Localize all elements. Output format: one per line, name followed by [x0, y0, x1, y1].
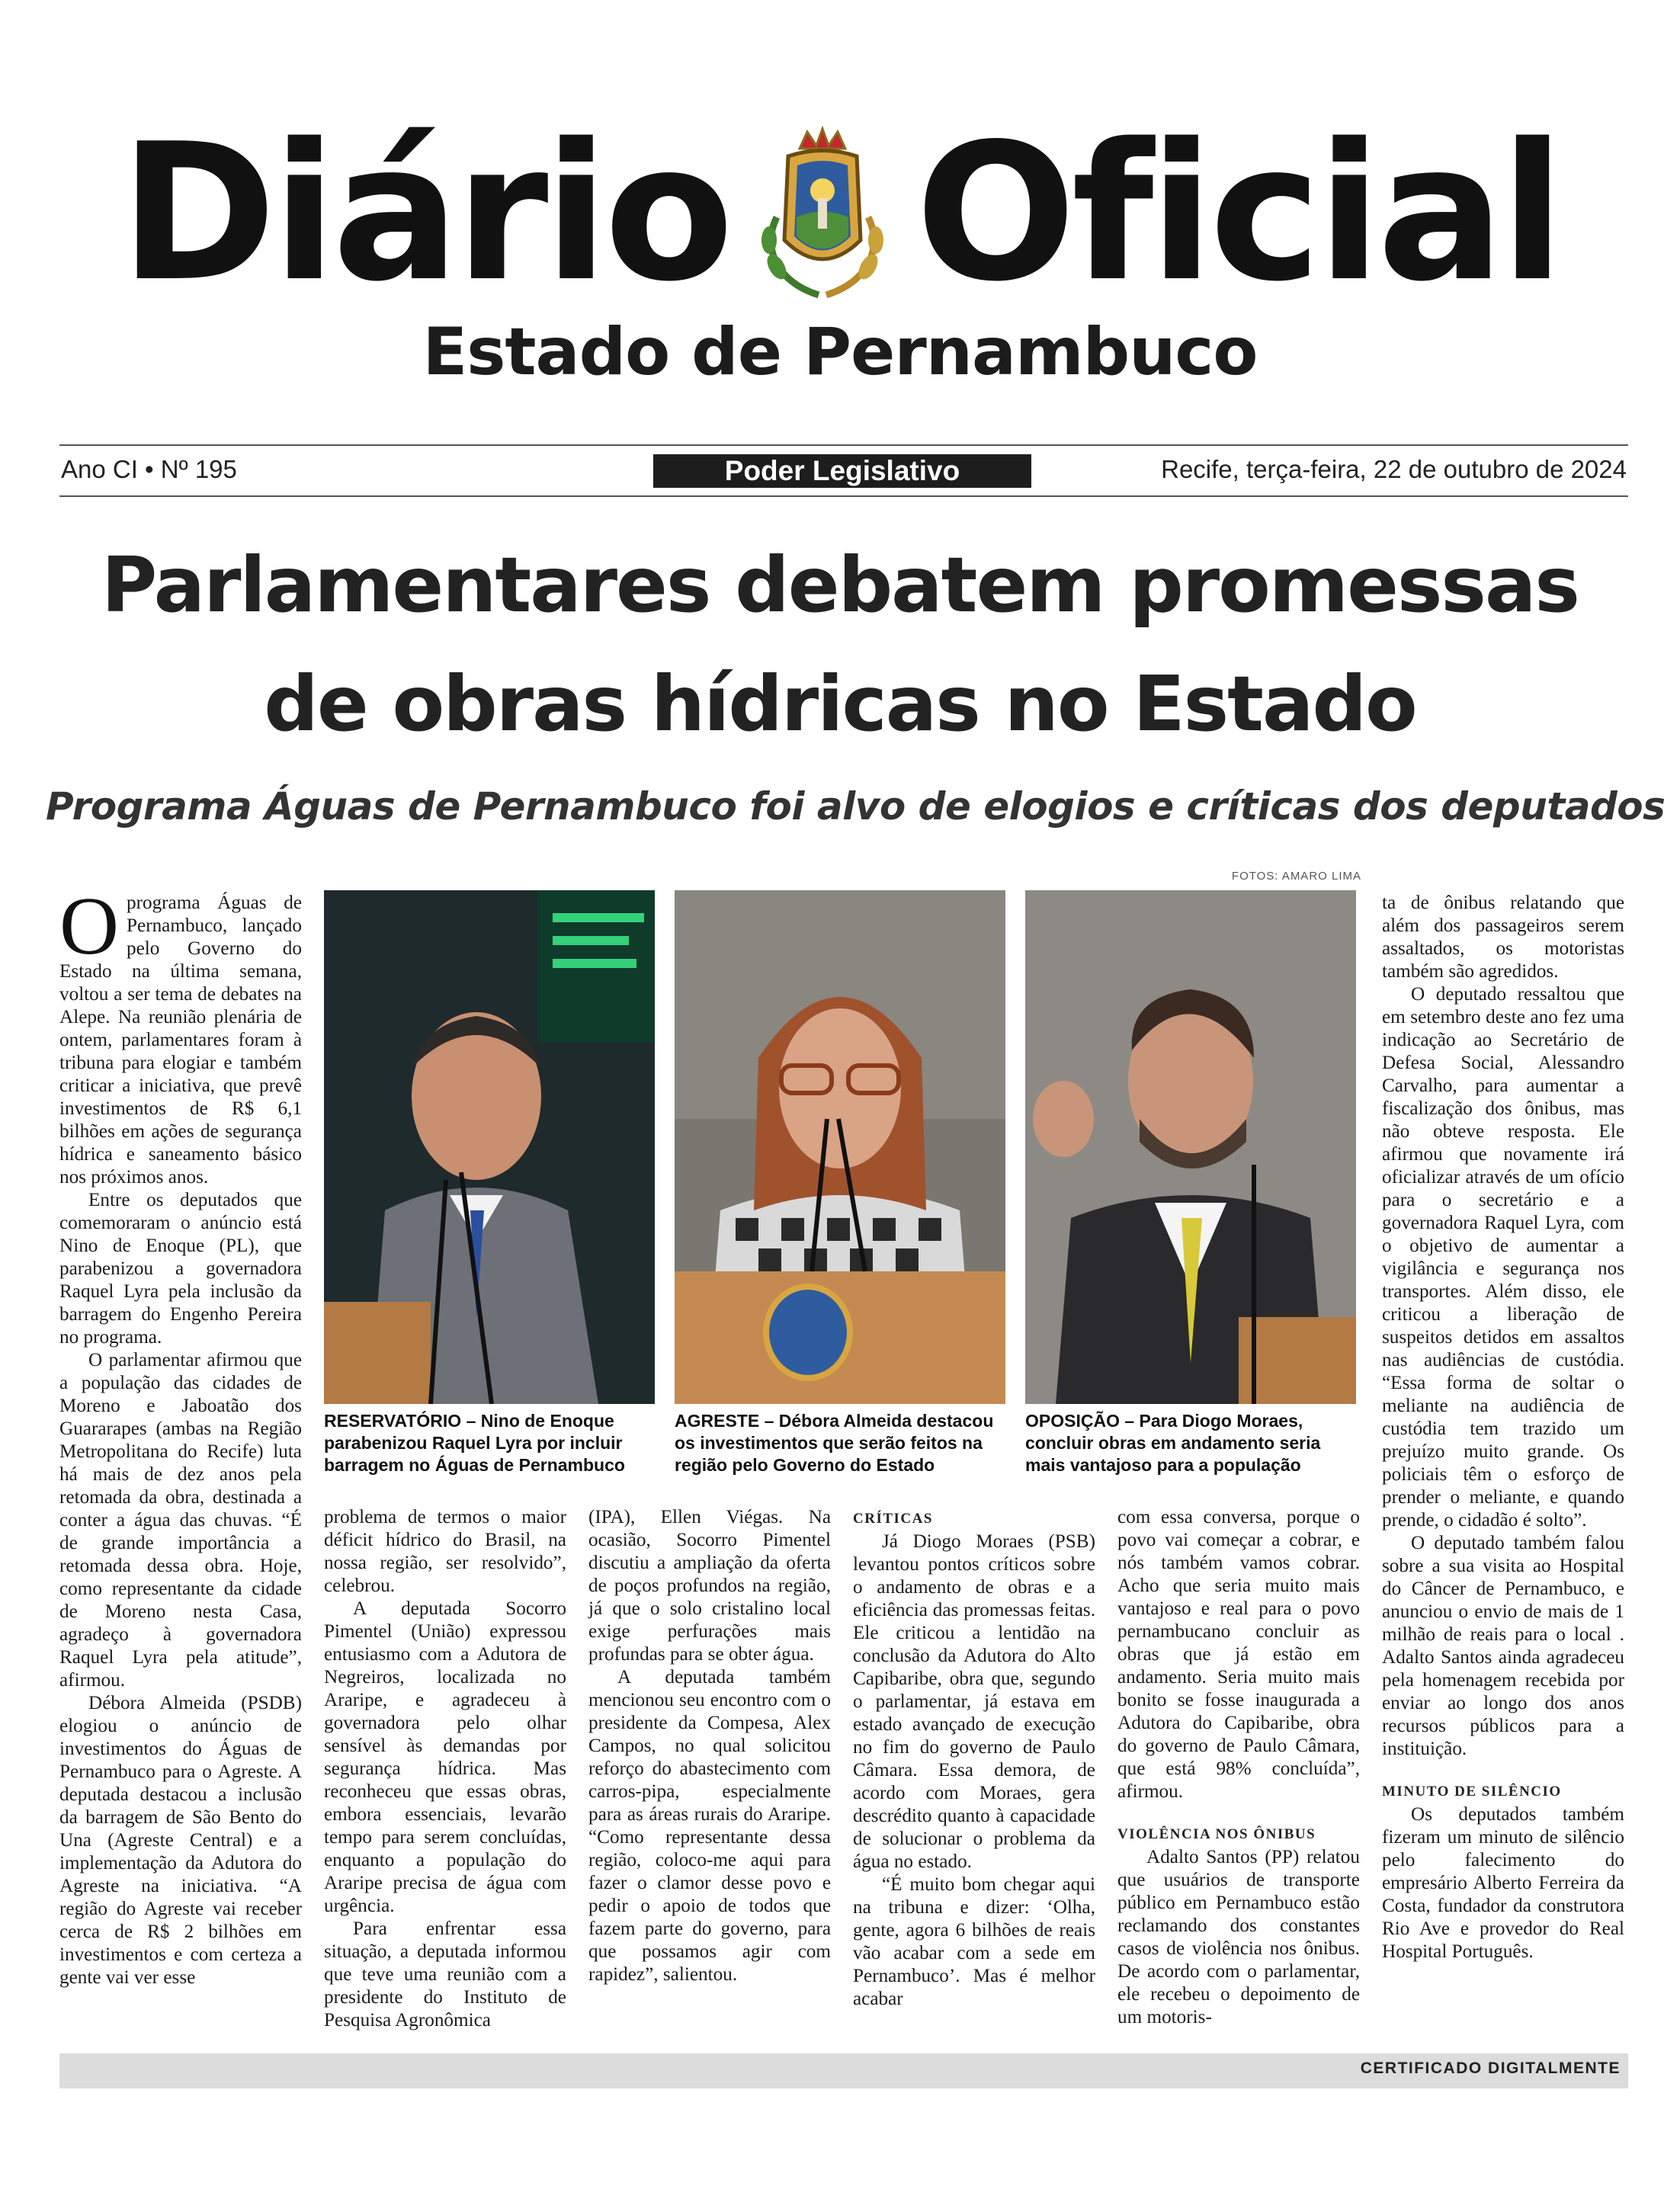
article-column-5 — [1117, 1506, 1360, 2029]
article-paragraph: Já Diogo Moraes (PSB) levantou pontos críticos sobre o andamento de obras e a eficiência das promessas feitas. Ele criticou a lentidão na conclusão da Adutora do Alto Capibaribe, obra que, segundo o parlamentar, já estava em estado avançado de execução no fim do governo de Paulo Câmara. Essa demora, de acordo com Moraes, gera descrédito quanto à capacidade de solucionar o problema da água no estado. — [853, 1531, 1095, 1872]
article-paragraph: Débora Almeida (PSDB) elogiou o anúncio de investimentos do Águas de Pernambuco para o Agreste. A deputada destacou a inclusão da barragem de São Bento do Una (Agreste Central) e a implementação da Adutora do Agreste na iniciativa. “A região do Agreste vai receber cerca de R$ 2 bilhões em investimentos e com certeza a gente vai ver esse — [59, 1693, 302, 1988]
top-rule — [59, 444, 1628, 446]
article-paragraph: ta de ônibus relatando que além dos passageiros serem assaltados, os motoristas também são agredidos. — [1382, 893, 1624, 982]
photo-diogo-moraes — [1025, 890, 1356, 1404]
masthead-subtitle: Estado de Pernambuco — [422, 314, 1258, 390]
article-column-6 — [1382, 892, 1624, 1963]
article-paragraph: A deputada também mencionou seu encontro com o presidente da Compesa, Alex Campos, no qual solicitou reforço do abastecimento com carros-pipa, especialmente para as áreas rurais do Araripe. “Como representante dessa região, coloco-me aqui para fazer o clamor desse povo e pedir o apoio de todos que fazem parte do governo, para que possamos agir com rapidez”, salientou. — [588, 1667, 831, 1985]
article-paragraph: Entre os deputados que comemoraram o anúncio está Nino de Enoque (PL), que parabenizou a governadora Raquel Lyra pela inclusão da barragem do Engenho Pereira no programa. — [59, 1190, 302, 1348]
article-paragraph: “É muito bom chegar aqui na tribuna e dizer: ‘Olha, gente, agora 6 bilhões de reais vão acabar com a sede em Pernambuco’. Mas é melhor acabar — [853, 1874, 1095, 2009]
caption-debora-almeida: AGRESTE – Débora Almeida destacou os investimentos que serão feitos na região pelo Governo do Estado — [675, 1411, 994, 1475]
article-paragraph: problema de termos o maior déficit hídrico do Brasil, na nossa região, ser resolvido”, celebrou. — [324, 1507, 566, 1596]
masthead-title-left: Diário — [119, 104, 729, 323]
article-paragraph: Os deputados também fizeram um minuto de silêncio pelo falecimento do empresário Alberto Ferreira da Costa, fundador da construtora Rio Ave e provedor do Real Hospital Português. — [1382, 1804, 1624, 1962]
article-paragraph: com essa conversa, porque o povo vai começar a cobrar, e nós também vamos cobrar. Acho que seria muito mais vantajoso e real para o povo pernambucano concluir as obras que já estão em andamento. Seria muito mais bonito se fosse inaugurada a Adutora do Capibaribe, obra do governo de Paulo Câmara, que está 98% concluída”, afirmou. — [1117, 1507, 1360, 1802]
caption-diogo-moraes: OPOSIÇÃO – Para Diogo Moraes, concluir obras em andamento seria mais vantajoso para a população — [1025, 1411, 1321, 1475]
section-label: Poder Legislativo — [653, 454, 1031, 488]
article-column-1 — [59, 881, 302, 1989]
section-heading-violencia: VIOLÊNCIA NOS ÔNIBUS — [1117, 1826, 1316, 1842]
certified-label: CERTIFICADO DIGITALMENTE — [1360, 2059, 1621, 2077]
coat-of-arms-icon — [746, 126, 899, 301]
article-column-2 — [324, 1506, 566, 2032]
article-paragraph: O parlamentar afirmou que a população das cidades de Moreno e Jaboatão dos Guararapes (ambas na Região Metropolitana do Recife) luta há mais de dez anos pela retomada da obra, destinada a conter a água das chuvas. “É de grande importância a retomada dessa obra. Hoje, como representante da cidade de Moreno nesta Casa, agradeço à governadora Raquel Lyra pela atitude”, afirmou. — [59, 1350, 302, 1691]
caption-nino-de-enoque: RESERVATÓRIO – Nino de Enoque parabenizou Raquel Lyra por incluir barragem no Águas de Pernambuco — [324, 1411, 625, 1475]
dropcap: O — [59, 881, 119, 972]
photo-debora-almeida — [675, 890, 1005, 1404]
edition-date: Recife, terça-feira, 22 de outubro de 2024 — [1161, 455, 1627, 483]
bottom-rule — [59, 495, 1628, 497]
section-heading-minuto: MINUTO DE SILÊNCIO — [1382, 1784, 1562, 1800]
edition-info: Ano CI • Nº 195 — [61, 455, 237, 483]
headline — [46, 526, 1634, 764]
article-paragraph: Oprograma Águas de Pernambuco, lançado pelo Governo do Estado na última semana, voltou a ser tema de debates na Alepe. Na reunião plenária de ontem, parlamentares foram à tribuna para elogiar e também criticar a iniciativa, que prevê investimentos de R$ 6,1 bilhões em ações de segurança hídrica e saneamento básico nos próximos anos. — [59, 881, 302, 1188]
article-column-4 — [853, 1506, 1095, 2011]
article-paragraph: (IPA), Ellen Viégas. Na ocasião, Socorro Pimentel discutiu a ampliação da oferta de poços profundos na região, já que o solo cristalino local exige perfurações mais profundas para se obter água. — [588, 1507, 831, 1665]
subheadline: Programa Águas de Pernambuco foi alvo de elogios e críticas dos deputados — [46, 784, 1666, 829]
article-paragraph: O deputado também falou sobre a sua visita ao Hospital do Câncer de Pernambuco, e anunciou o envio de mais de 1 milhão de reais para o local . Adalto Santos ainda agradeceu pela homenagem recebida por enviar ao longo dos anos recursos públicos para a instituição. — [1382, 1533, 1624, 1759]
headline-line1: Parlamentares debatem promessas — [101, 540, 1579, 630]
article-paragraph: O deputado ressaltou que em setembro deste ano fez uma indicação ao Secretário de Defesa Social, Alessandro Carvalho, para aumentar a fiscalização dos ônibus, mas não obteve resposta. Ele afirmou que novamente irá oficializar através de um ofício para o secretário e a governadora Raquel Lyra, com o objetivo de aumentar a vigilância e segurança nos transportes. Além disso, ele criticou a liberação de suspeitos detidos em assaltos nas audiências de custódia. “Essa forma de soltar o meliante na audiência de custódia tem trazido um prejuízo muito grande. Os policiais têm o esforço de prender o meliante, e quando prende, o cidadão é solto”. — [1382, 984, 1624, 1531]
masthead-title-right: Oficial — [915, 104, 1561, 323]
section-heading-criticas: CRÍTICAS — [853, 1511, 933, 1527]
masthead-title — [0, 104, 1680, 323]
article-paragraph: A deputada Socorro Pimentel (União) expressou entusiasmo com a Adutora de Negreiros, localizada no Araripe, e agradeceu à governadora pelo olhar sensível às demandas por segurança hídrica. Mas reconheceu que essas obras, embora essenciais, levarão tempo para serem concluídas, enquanto a população do Araripe precisa de água com urgência. — [324, 1598, 566, 1916]
photo-credit: FOTOS: AMARO LIMA — [1231, 870, 1361, 883]
photo-nino-de-enoque — [324, 890, 655, 1404]
headline-line2: de obras hídricas no Estado — [264, 659, 1416, 748]
article-column-3 — [588, 1506, 831, 1986]
article-paragraph: Para enfrentar essa situação, a deputada informou que teve uma reunião com a presidente do Instituto de Pesquisa Agronômica — [324, 1918, 566, 2031]
article-paragraph: Adalto Santos (PP) relatou que usuários de transporte público em Pernambuco estão reclamando dos constantes casos de violência nos ônibus. De acordo com o parlamentar, ele recebeu o depoimento de um motoris- — [1117, 1847, 1360, 2027]
